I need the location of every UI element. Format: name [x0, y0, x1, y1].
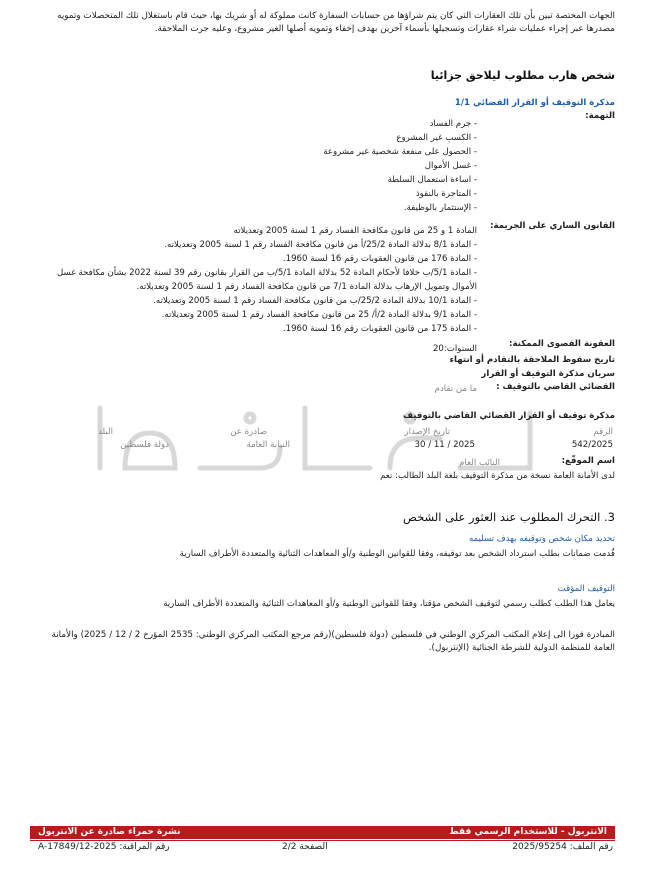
- footer-divider: [30, 840, 615, 841]
- charge-item: - الكسب غير المشروع: [396, 133, 477, 143]
- footer-file-number: رقم الملف: 2025/95254: [512, 842, 613, 852]
- section3-sub2-text: يعامل هذا الطلب كطلب رسمي لتوقيف الشخص مؤقتا، وفقا للقوانين الوطنية و/أو المعاهدات الثنائية والمتعددة الأطراف السارية: [163, 599, 615, 609]
- footer-left-label: نشرة حمراء صادرة عن الانتربول: [38, 827, 181, 837]
- law-item: - المادة 175 من قانون العقوبات رقم 16 لسنة 1960.: [282, 324, 477, 334]
- section3-sub1-text: قُدمت ضمانات بطلب استرداد الشخص بعد توقيفه، وفقا للقوانين الوطنية و/أو المعاهدات الثنائية والمتعددة الأطراف السارية: [179, 549, 615, 559]
- footer-page: الصفحة 2/2: [282, 842, 328, 852]
- section3-title: 3. التحرك المطلوب عند العثور على الشخص: [403, 510, 615, 524]
- section2-subtitle: مذكرة التوقيف أو القرار القضائي 1/1: [454, 98, 615, 108]
- warrant-date: 2025 / 11 / 30: [414, 440, 475, 450]
- charge-item: - جرم الفساد: [429, 119, 477, 129]
- warrant-issuer: النيابة العامة: [246, 440, 290, 450]
- law-item: - المادة 176 من قانون العقوبات رقم 16 لسنة 1960.: [282, 254, 477, 264]
- section2-title: شخص هارب مطلوب ليلاحق جزائيا: [430, 69, 615, 82]
- signature-value: النائب العام: [459, 458, 500, 468]
- penalty-value: السنوات:20: [432, 344, 477, 354]
- charge-label: التهمة:: [585, 111, 615, 121]
- prescription-label: تاريخ سقوط الملاحقة بالتقادم أو انتهاء سريان مذكرة التوقيف أو القرار: [449, 355, 615, 379]
- signature-label: اسم الموقّع:: [561, 456, 615, 466]
- law-item: المادة 1 و 25 من قانون مكافحة الفساد رقم 1 لسنة 2005 وتعديلاته: [233, 226, 477, 236]
- charge-item: - الإستثمار بالوظيفة.: [403, 203, 477, 213]
- table-header-date: تاريخ الإصدار: [404, 427, 450, 437]
- section3-sub2-title: التوقيف المؤقت: [557, 584, 615, 594]
- footer-control-number: رقم المراقبة: A-17849/12-2025: [38, 842, 170, 852]
- warrant-number: 542/2025: [571, 440, 613, 450]
- section3-sub1-title: تحديد مكان شخص وتوقيفه بهدف تسليمه: [468, 534, 615, 544]
- charge-item: - المتاجرة بالنفوذ: [415, 189, 477, 199]
- section3-notice: المبادرة فورا الى إعلام المكتب المركزي الوطني في فلسطين (دولة فلسطين)(رقم مرجع المكتب المركزي الوطني: 2535 المؤرخ 2 / 12 / 2025) والأمانة العامة للمنظمة الدولية للشرطة الجنائية (الإنتربول).: [51, 630, 615, 653]
- charge-item: - غسل الأموال: [424, 161, 477, 171]
- table-header-country: البلد: [98, 427, 113, 437]
- law-item: الأموال وتمويل الإرهاب بدلالة المادة 7/1 من قانون مكافحة الفساد رقم 1 لسنة 2005 وتعديلاته.: [136, 282, 477, 292]
- warrant-label: مذكرة توقيف أو القرار القضائي القاضي بالتوقيف: [402, 411, 615, 421]
- penalty-label: العقوبة القصوى الممكنة:: [509, 339, 615, 349]
- judicial-label: القضائي القاضي بالتوقيف :: [496, 382, 615, 392]
- charge-item: - اساءة استعمال السلطة: [387, 175, 477, 185]
- charge-item: - الحصول على منفعة شخصية غير مشروعة: [323, 147, 477, 157]
- judicial-value: ما من تقادم: [434, 384, 477, 394]
- law-item: - المادة 8/1 بدلالة المادة 25/2/أ من قانون مكافحة الفساد رقم 1 لسنة 2005 وتعديلاته.: [164, 240, 477, 250]
- copy-note: لدى الأمانة العامة نسخة من مذكرة التوقيف بلغة البلد الطالب: نعم: [380, 471, 615, 481]
- law-item: - المادة 5/1/ب خلافا لأحكام المادة 52 بدلالة المادة 5/1/ب من القرار بقانون رقم 39 لسنة 2022 بشأن مكافحة غسل: [57, 268, 477, 278]
- table-header-number: الرقم: [593, 427, 613, 437]
- footer-right-label: الانتربول - للاستخدام الرسمي فقط: [449, 827, 607, 837]
- law-item: - المادة 9/1 بدلالة المادة 2/أ/ 25 من قانون مكافحة الفساد رقم 1 لسنة 2005 وتعديلاته.: [161, 310, 477, 320]
- law-label: القانون الساري على الجريمة:: [490, 221, 615, 231]
- law-item: - المادة 10/1 بدلالة المادة 25/2/ب من قانون مكافحة الفساد رقم 1 لسنة 2005 وتعديلاته.: [153, 296, 477, 306]
- table-header-issuer: صادرة عن: [230, 427, 267, 437]
- intro-paragraph: الجهات المختصة تبين بأن تلك العقارات التي كان يتم شراؤها من حسابات السفارة كانت مملوكة له أو شريك بها، حيث قام باستغلال تلك المتحصلات وتمويه مصدرها عبر إجراء عمليات شراء عقارات وتسجيلها بأسماء آخرين بهدف إخفاء وتمويه أصلها الغير مشروع، وعليه جرت الملاحقة.: [57, 11, 615, 34]
- warrant-country: دولة فلسطين: [120, 440, 169, 450]
- footer-bar: [30, 826, 615, 839]
